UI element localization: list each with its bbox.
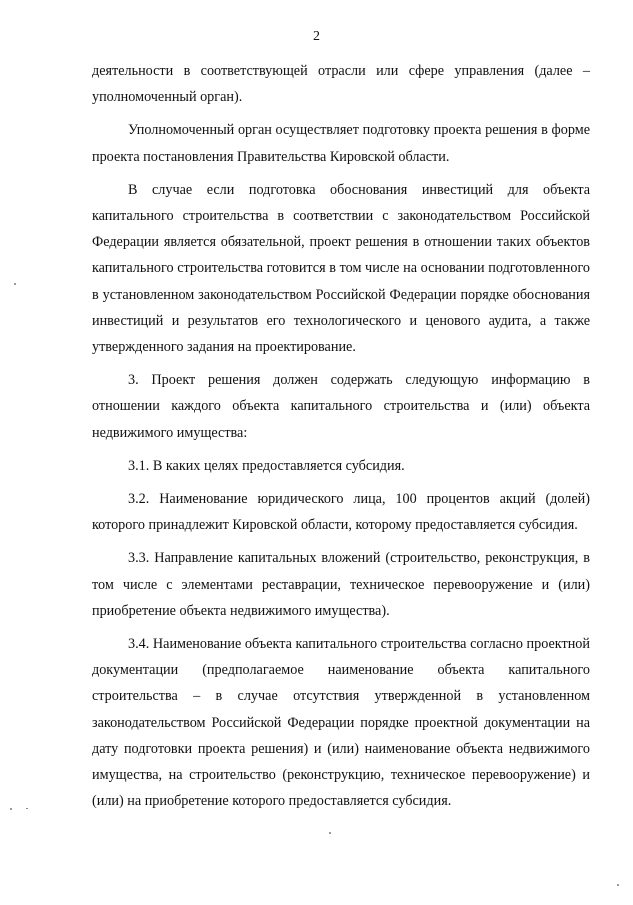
paragraph-item-3: 3. Проект решения должен содержать следующую информацию в отношении каждого объекта капитального строительства и (или) объекта недвижимого имущества: (92, 372, 590, 441)
page-number: 2 (313, 29, 320, 44)
paragraph-investment-justification: В случае если подготовка обоснования инвестиций для объекта капитального строительства в соответствии с законодательством Российской Федерации является обязательной, проект решения в отношении таких объектов капитального строительства готовится в том числе на основании подготовленного в установленном законодательством Российской Федерации порядке обоснования инвестиций и результатов его технологического и ценового аудита, а также утвержденного задания на проектирование. (92, 181, 590, 356)
scan-speck (14, 283, 16, 285)
scan-speck (10, 808, 12, 810)
paragraph-item-3-4: 3.4. Наименование объекта капитального строительства согласно проектной документации (предполагаемое наименование объекта капитального строительства – в случае отсутствия утвержденной в установленном законодательством Российской Федерации порядке проектной документации на дату подготовки проекта решения) и (или) наименование объекта недвижимого имущества, на строительство (реконструкцию, техническое перевооружение) и (или) на приобретение которого предоставляется субсидия. (92, 636, 590, 810)
paragraph-continuation: деятельности в соответствующей отрасли или сфере управления (далее – уполномоченный орган). (92, 63, 590, 106)
scan-speck (617, 884, 619, 886)
scan-speck (26, 808, 28, 809)
paragraph-item-3-2: 3.2. Наименование юридического лица, 100 процентов акций (долей) которого принадлежит Кировской области, которому предоставляется субсидия. (92, 491, 590, 534)
paragraph-item-3-1: 3.1. В каких целях предоставляется субсидия. (128, 457, 405, 474)
paragraph-authorized-body: Уполномоченный орган осуществляет подготовку проекта решения в форме проекта постановления Правительства Кировской области. (92, 122, 590, 165)
scan-speck (329, 832, 331, 834)
document-body (92, 58, 590, 814)
paragraph-item-3-3: 3.3. Направление капитальных вложений (строительство, реконструкция, в том числе с элементами реставрации, техническое перевооружение и (или) приобретение объекта недвижимого имущества). (92, 550, 590, 619)
